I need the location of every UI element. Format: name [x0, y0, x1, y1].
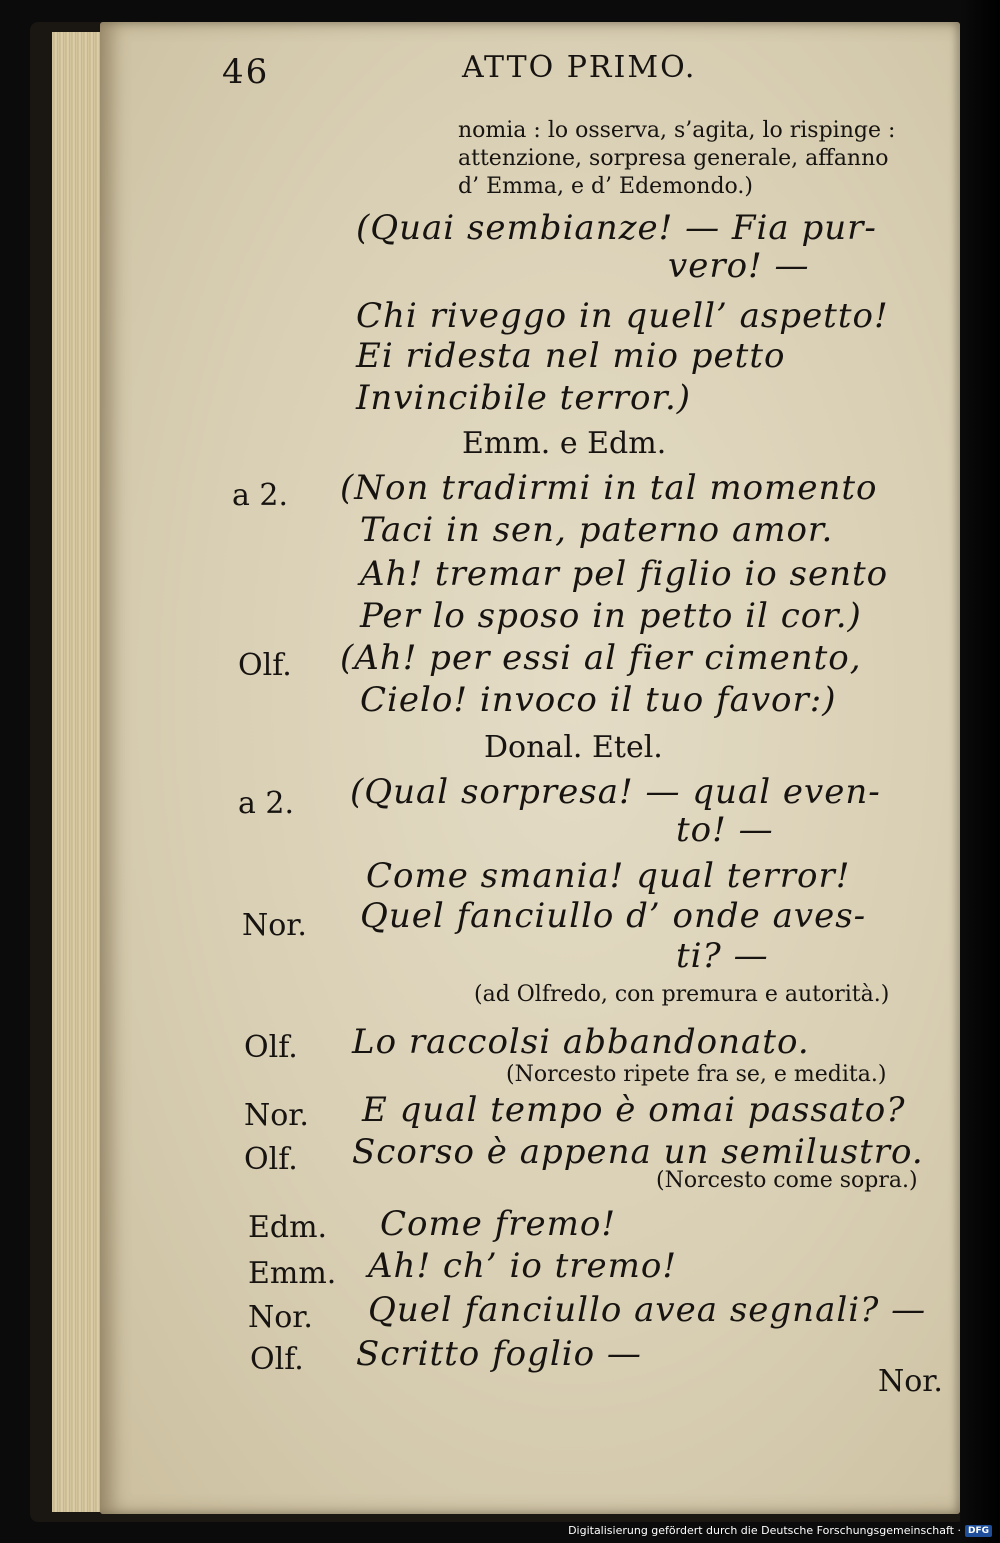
verse-line: Ah! ch’ io tremo!	[368, 1246, 678, 1286]
speaker-label: Olf.	[244, 1142, 298, 1177]
stage-direction: nomia : lo osserva, s’agita, lo rispinge :	[458, 118, 896, 143]
stage-direction: d’ Emma, e d’ Edemondo.)	[458, 174, 753, 199]
speaker-heading: Donal. Etel.	[484, 730, 663, 765]
verse-line: Quel fanciullo d’ onde aves-	[360, 896, 867, 936]
stage-direction: (Norcesto come sopra.)	[656, 1168, 918, 1193]
speaker-label: Nor.	[242, 908, 307, 943]
verse-line: Come fremo!	[380, 1204, 616, 1244]
page-number: 46	[222, 52, 270, 92]
speaker-label: Nor.	[244, 1098, 309, 1133]
verse-line: Quel fanciullo avea segnali? —	[368, 1290, 927, 1330]
speaker-label: Edm.	[248, 1210, 328, 1245]
speaker-label: a 2.	[238, 786, 295, 821]
verse-line: Scritto foglio —	[356, 1334, 642, 1374]
verse-line: Invincibile terror.)	[356, 378, 692, 418]
speaker-label: Olf.	[250, 1342, 304, 1377]
verse-line: (Non tradirmi in tal momento	[340, 468, 878, 508]
verse-line: Scorso è appena un semilustro.	[352, 1132, 924, 1172]
stage-direction: (ad Olfredo, con premura e autorità.)	[474, 982, 890, 1007]
speaker-heading: Emm. e Edm.	[462, 426, 667, 461]
speaker-label: a 2.	[232, 478, 289, 513]
verse-line: (Ah! per essi al fier cimento,	[340, 638, 862, 678]
verse-line: Chi riveggo in quell’ aspetto!	[356, 296, 889, 336]
speaker-label: Olf.	[238, 648, 292, 683]
verse-line: Per lo sposo in petto il cor.)	[360, 596, 862, 636]
verse-line: ti? —	[676, 936, 769, 976]
verse-line: Come smania! qual terror!	[366, 856, 851, 896]
gutter	[960, 0, 1000, 1543]
verse-line: to! —	[676, 810, 774, 850]
stage-direction: attenzione, sorpresa generale, affanno	[458, 146, 889, 171]
dfg-logo: DFG	[965, 1525, 992, 1537]
speaker-label: Olf.	[244, 1030, 298, 1065]
running-title: ATTO PRIMO.	[462, 50, 697, 85]
speaker-label: Emm.	[248, 1256, 337, 1291]
catchword: Nor.	[878, 1364, 943, 1399]
verse-line: vero! —	[668, 246, 810, 286]
digitization-credit	[568, 1524, 992, 1537]
verse-line: (Quai sembianze! — Fia pur-	[356, 208, 877, 248]
stage-direction: (Norcesto ripete fra se, e medita.)	[506, 1062, 887, 1087]
verse-line: Lo raccolsi abbandonato.	[352, 1022, 810, 1062]
verse-line: Ah! tremar pel figlio io sento	[360, 554, 889, 594]
verse-line: Ei ridesta nel mio petto	[356, 336, 786, 376]
verse-line: (Qual sorpresa! — qual even-	[350, 772, 881, 812]
verse-line: Cielo! invoco il tuo favor:)	[360, 680, 837, 720]
verse-line: E qual tempo è omai passato?	[362, 1090, 906, 1130]
verse-line: Taci in sen, paterno amor.	[360, 510, 834, 550]
credit-text: Digitalisierung gefördert durch die Deutsche Forschungsgemeinschaft ·	[568, 1524, 961, 1537]
speaker-label: Nor.	[248, 1300, 313, 1335]
